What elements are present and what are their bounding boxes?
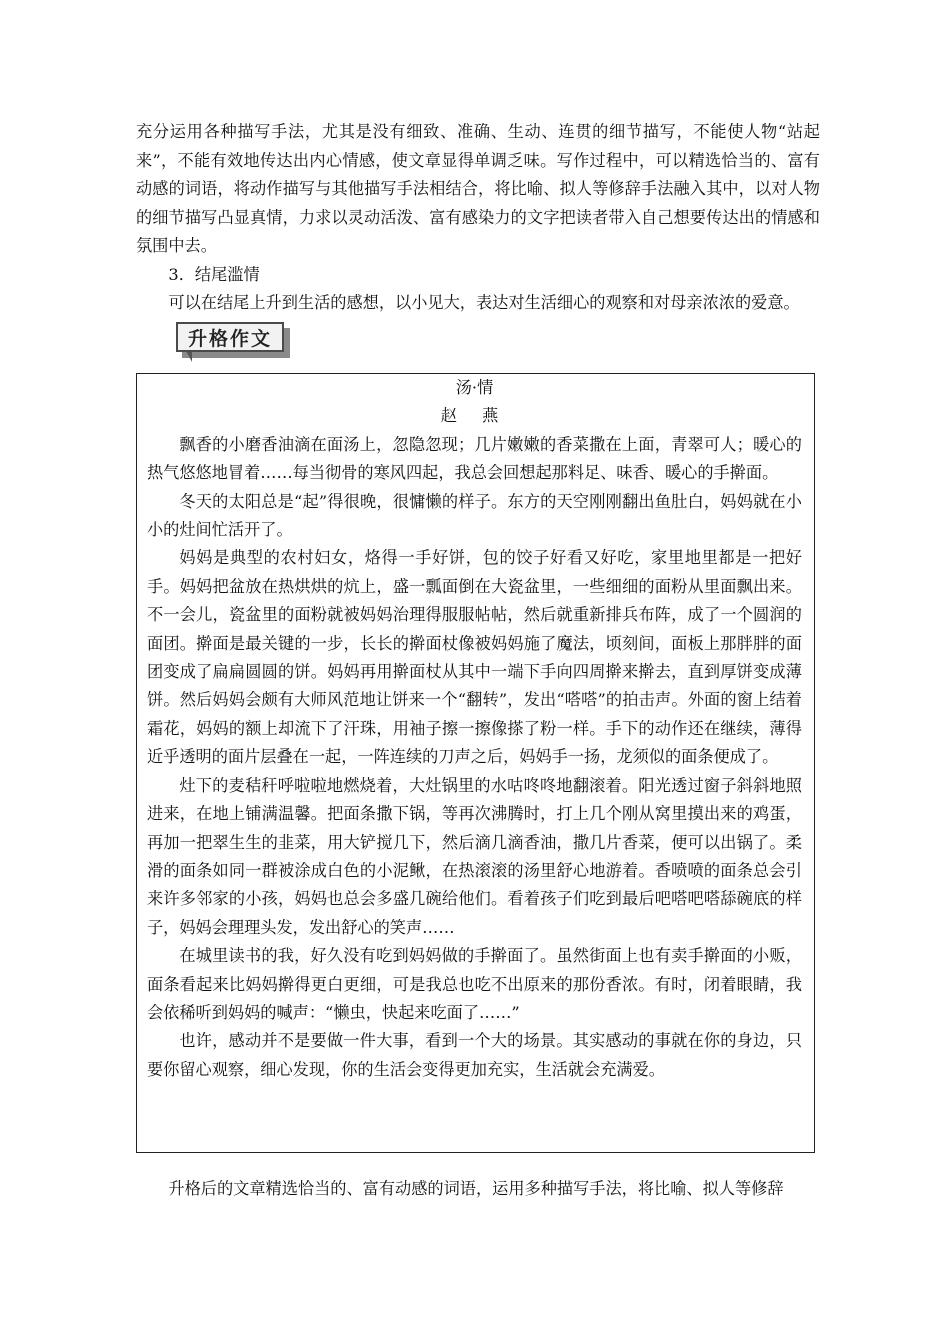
essay-paragraph: 飘香的小磨香油滴在面汤上，忽隐忽现；几片嫩嫩的香菜撒在上面，青翠可人；暖心的热气悠悠地冒着……每当彻骨的寒风四起，我总会回想起那料足、味香、暖心的手擀面。 [147,434,802,483]
comment-text: 升格后的文章精选恰当的、富有动感的词语，运用多种描写手法，将比喻、拟人等修辞 [168,1179,784,1198]
essay-paragraph: 冬天的太阳总是“起”得很晚，很慵懒的样子。东方的天空刚刚翻出鱼肚白，妈妈就在小小的灶间忙活开了。 [147,491,802,540]
intro-paragraph: 充分运用各种描写手法，尤其是没有细致、准确、生动、连贯的细节描写，不能使人物“站起来”，不能有效地传达出内心情感，使文章显得单调乏味。写作过程中，可以精选恰当的、富有动感的词语，将动作描写与其他描写手法相结合，将比喻、拟人等修辞手法融入其中，以对人物的细节描写凸显真情，力求以灵动活泼、富有感染力的文字把读者带入自己想要传达出的情感和氛围中去。 [136,122,820,255]
essay-title: 汤·情 [455,378,494,397]
intro-section [136,118,820,318]
badge-label: 升格作文 [176,322,284,352]
essay-paragraph: 灶下的麦秸秆呼啦啦地燃烧着，大灶锅里的水咕咚咚地翻滚着。阳光透过窗子斜斜地照进来，在地上铺满温馨。把面条撒下锅，等再次沸腾时，打上几个刚从窝里摸出来的鸡蛋，再加一把翠生生的韭菜，用大铲搅几下，然后滴几滴香油，撒几片香菜，便可以出锅了。柔滑的面条如同一群被涂成白色的小泥鳅，在热滚滚的汤里舒心地游着。香喷喷的面条总会引来许多邻家的小孩，妈妈也总会多盛几碗给他们。看着孩子们吃到最后吧嗒吧嗒舔碗底的样子，妈妈会理理头发，发出舒心的笑声…… [147,775,802,937]
essay-paragraph: 也许，感动并不是要做一件大事，看到一个大的场景。其实感动的事就在你的身边，只要你留心观察，细心发现，你的生活会变得更加充实，生活就会充满爱。 [147,1031,802,1079]
essay-paragraph: 妈妈是典型的农村妇女，烙得一手好饼，包的饺子好看又好吃，家里地里都是一把好手。妈妈把盆放在热烘烘的炕上，盛一瓢面倒在大瓷盆里，一些细细的面粉从里面飘出来。不一会儿，瓷盆里的面粉就被妈妈治理得服服帖帖，然后就重新排兵布阵，成了一个圆润的面团。擀面是最关键的一步，长长的擀面杖像被妈妈施了魔法，顷刻间，面板上那胖胖的面团变成了扁扁圆圆的饼。妈妈再用擀面杖从其中一端下手向四周擀来擀去，直到厚饼变成薄饼。然后妈妈会颇有大师风范地让饼来一个“翻转”，发出“嗒嗒”的拍击声。外面的窗上结着霜花，妈妈的额上却流下了汗珠，用袖子擦一擦像搽了粉一样。手下的动作还在继续，薄得近乎透明的面片层叠在一起，一阵连续的刀声之后，妈妈手一扬，龙须似的面条便成了。 [147,548,802,767]
essay-author: 赵 燕 [440,406,509,426]
section-heading: 3．结尾滥情 [168,264,260,284]
essay-box [136,373,815,1153]
essay-paragraph: 在城里读书的我，好久没有吃到妈妈做的手擀面了。虽然街面上也有卖手擀面的小贩，面条看起来比妈妈擀得更白更细，可是我总也吃不出原来的那份香浓。有时，闭着眼睛，我会依稀听到妈妈的喊声：“懒虫，快起来吃面了……” [147,946,802,1022]
intro-tip: 可以在结尾上升到生活的感想，以小见大，表达对生活细心的观察和对母亲浓浓的爱意。 [168,293,800,312]
upgrade-essay-badge [176,322,293,362]
comment-section [136,1175,820,1203]
